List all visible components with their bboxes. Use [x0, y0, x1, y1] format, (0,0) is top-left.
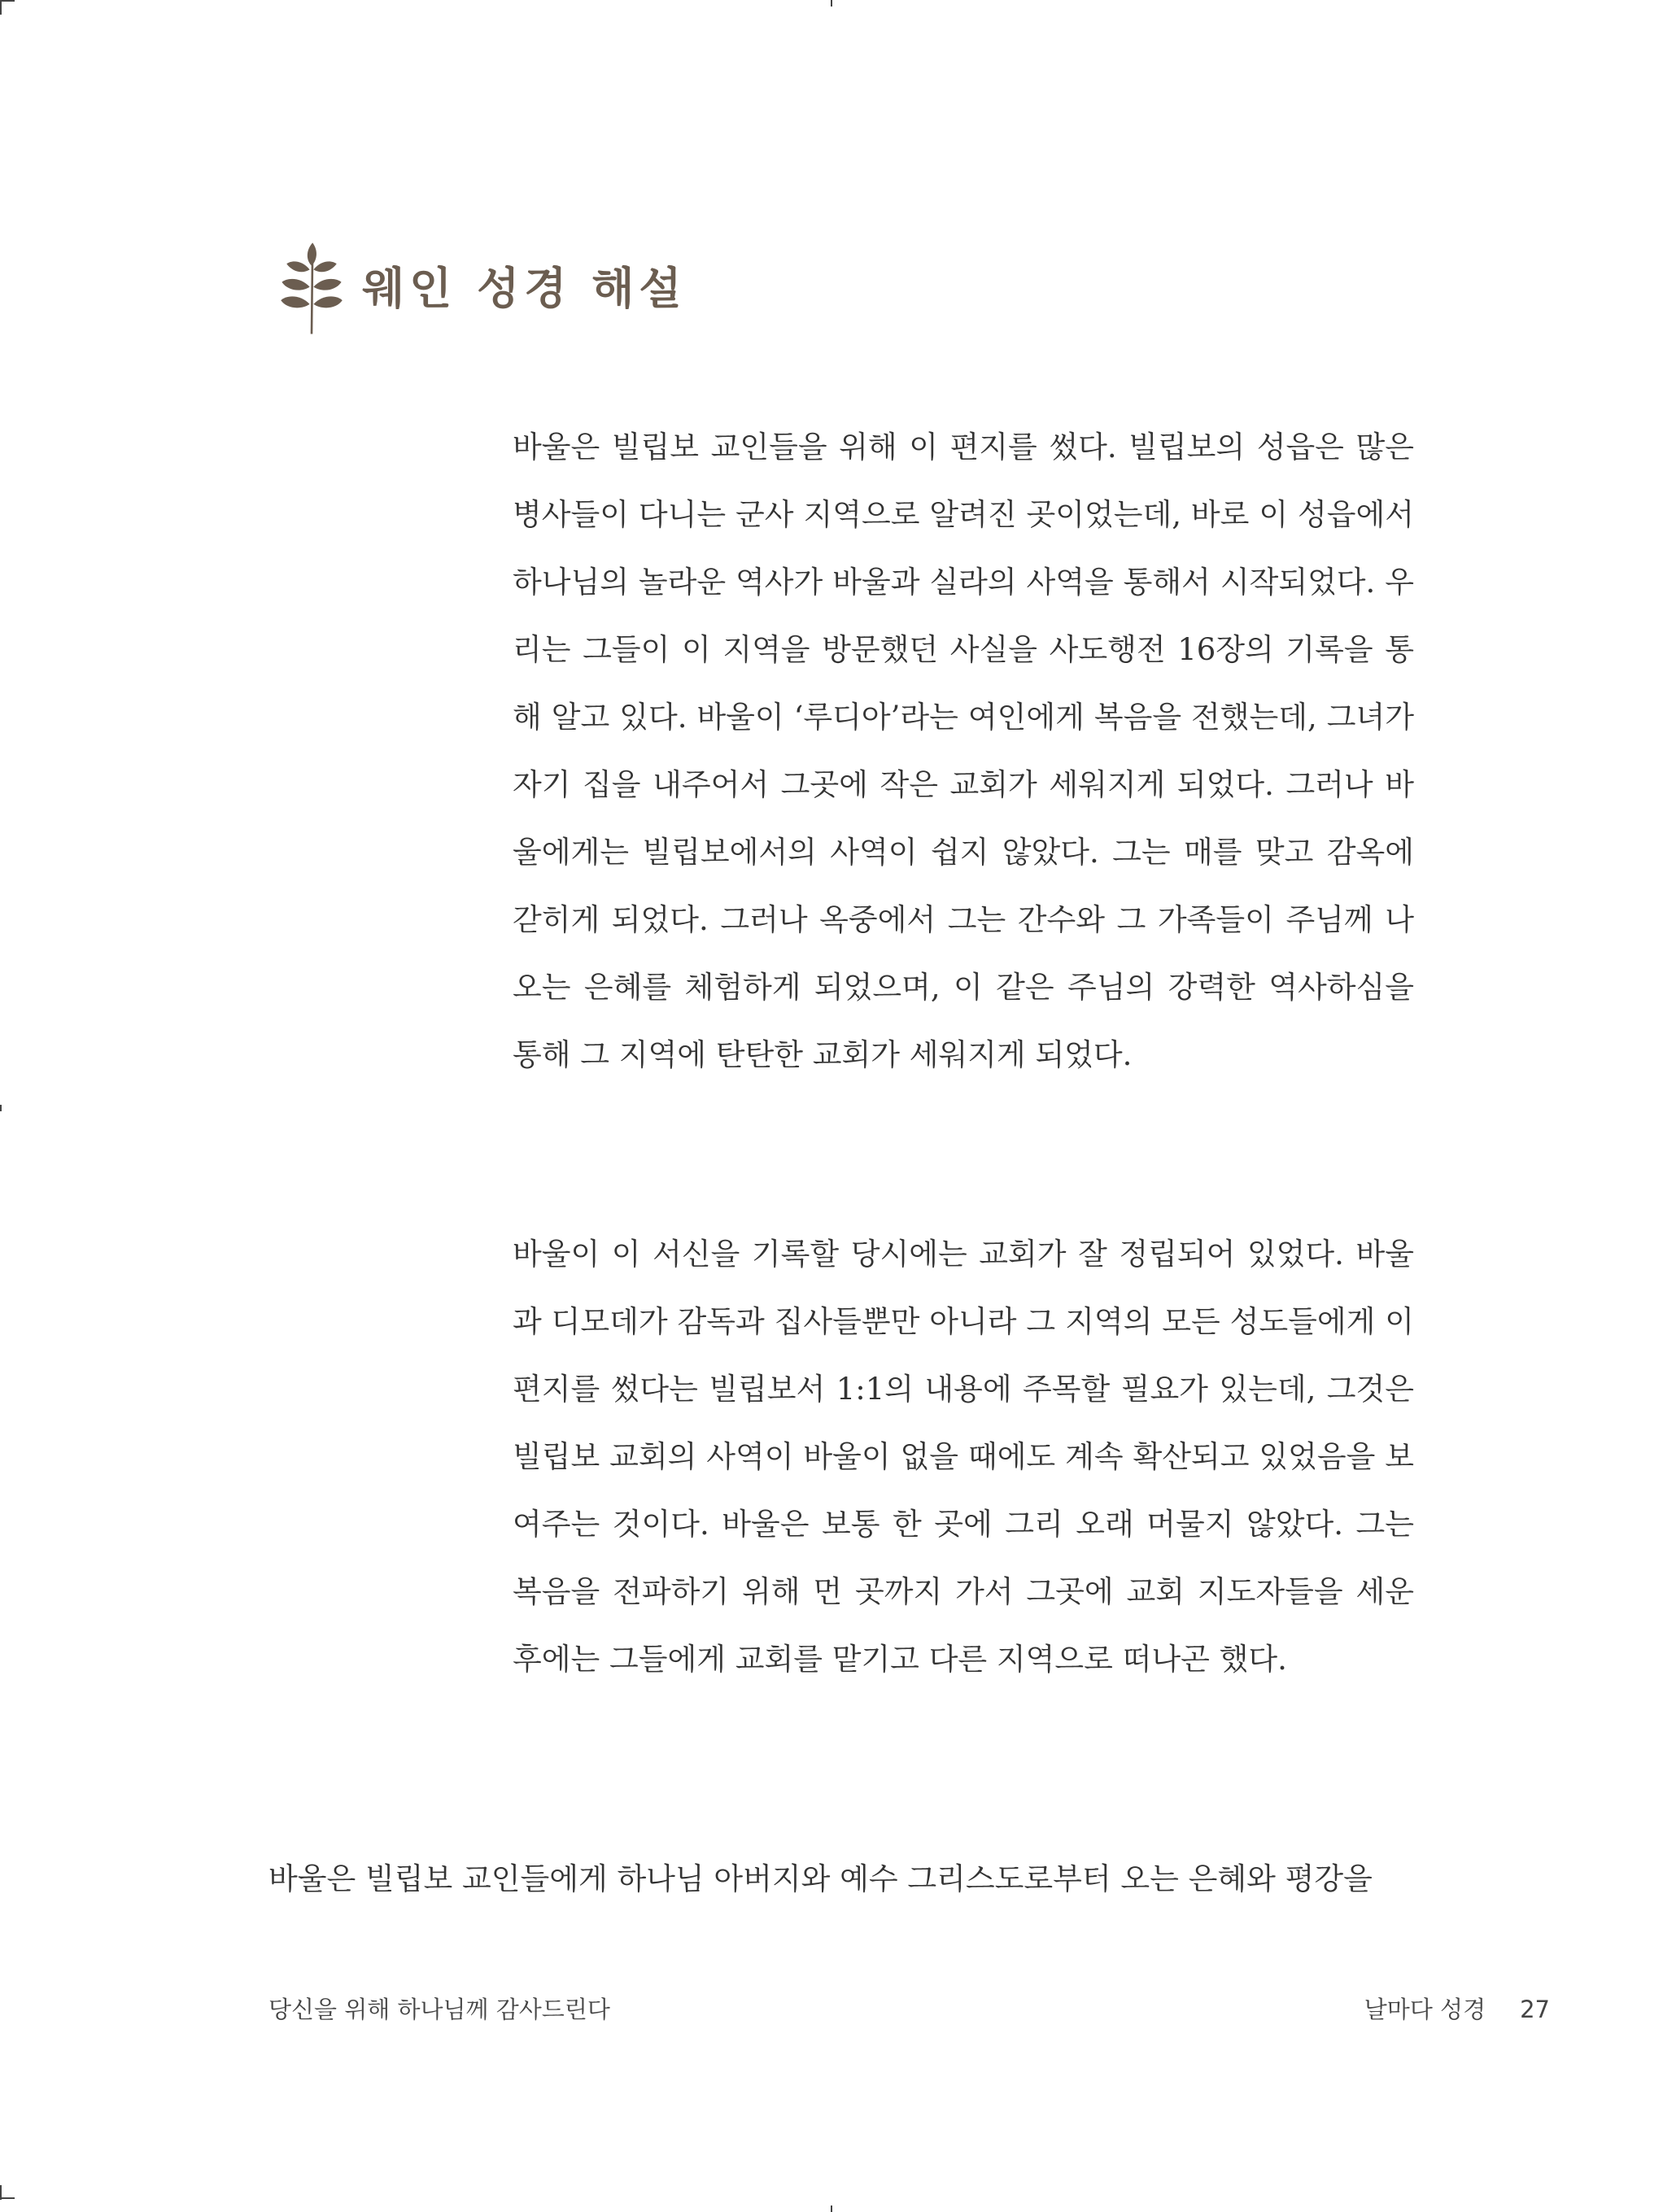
section-title: 웨인 성경 해설 [362, 263, 687, 314]
running-footer-chapter: 당신을 위해 하나님께 감사드린다 [268, 1996, 610, 2023]
crop-mark [831, 2205, 832, 2212]
body-text-line: 바울은 빌립보 교인들에게 하나님 아버지와 예수 그리스도로부터 오는 은혜와 평강을 [268, 1861, 1373, 1896]
crop-mark [0, 0, 15, 2]
section-heading [273, 241, 687, 337]
crop-mark [0, 0, 2, 15]
page-number: 27 [1520, 1996, 1550, 2023]
running-footer [1364, 1998, 1550, 2022]
crop-mark [0, 2185, 2, 2200]
book-title: 날마다 성경 [1364, 1996, 1486, 2023]
leaf-branch-icon [273, 241, 351, 337]
paragraph: 바울은 빌립보 교인들을 위해 이 편지를 썼다. 빌립보의 성읍은 많은 병사들이 다니는 군사 지역으로 알려진 곳이었는데, 바로 이 성읍에서 하나님의 놀라운 역사가 바울과 실라의 사역을 통해서 시작되었다. 우리는 그들이 이 지역을 방문했던 사실을 사도행전 16장의 기록을 통해 알고 있다. 바울이 ‘루디아’라는 여인에게 복음을 전했는데, 그녀가 자기 집을 내주어서 그곳에 작은 교회가 세워지게 되었다. 그러나 바울에게는 빌립보에서의 사역이 쉽지 않았다. 그는 매를 맞고 감옥에 갇히게 되었다. 그러나 옥중에서 그는 간수와 그 가족들이 주님께 나오는 은혜를 체험하게 되었으며, 이 같은 주님의 강력한 역사하심을 통해 그 지역에 탄탄한 교회가 세워지게 되었다. [513, 430, 1414, 1072]
crop-mark [0, 2197, 15, 2199]
paragraph: 바울이 이 서신을 기록할 당시에는 교회가 잘 정립되어 있었다. 바울과 디모데가 감독과 집사들뿐만 아니라 그 지역의 모든 성도들에게 이 편지를 썼다는 빌립보서 1:1의 내용에 주목할 필요가 있는데, 그것은 빌립보 교회의 사역이 바울이 없을 때에도 계속 확산되고 있었음을 보여주는 것이다. 바울은 보통 한 곳에 그리 오래 머물지 않았다. 그는 복음을 전파하기 위해 먼 곳까지 가서 그곳에 교회 지도자들을 세운 후에는 그들에게 교회를 맡기고 다른 지역으로 떠나곤 했다. [513, 1237, 1414, 1677]
crop-mark [0, 1105, 2, 1111]
crop-mark [831, 0, 832, 7]
